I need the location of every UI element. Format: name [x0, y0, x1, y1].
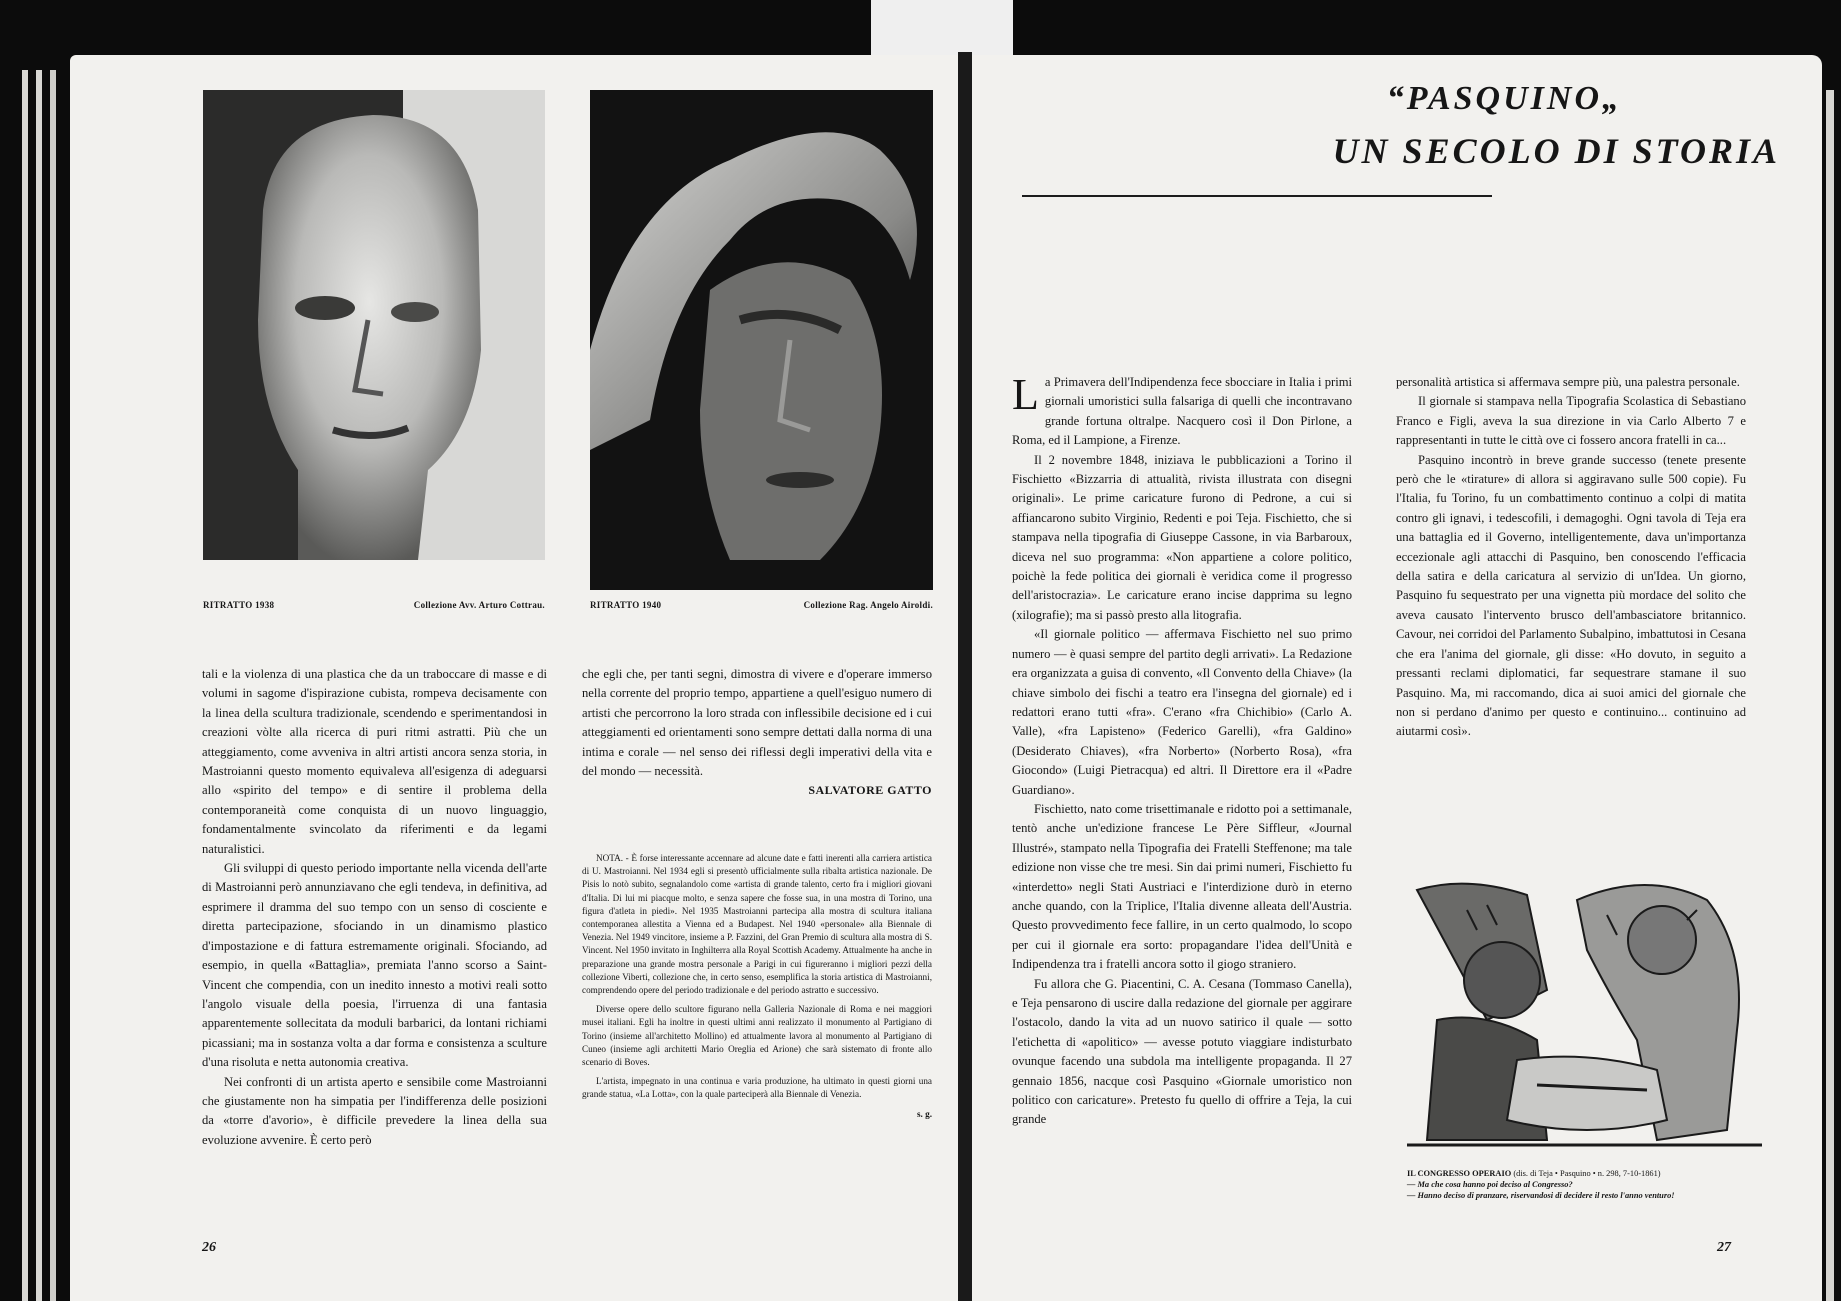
note-paragraph: Diverse opere dello scultore figurano nella Galleria Nazionale di Roma e nei maggiori musei italiani. Egli ha inoltre in questi ultimi anni realizzato il monumento al Partigiano di Torino (insieme all'architetto Mollino) ed attualmente lavora al monumento al Partigiano di Cuneo (insieme agli architetti Mario Oreglia ed Arione) che sarà sistemato di fronte allo scenario di Boves. [582, 1004, 932, 1068]
title-line-2: UN SECOLO DI STORIA [1332, 131, 1780, 171]
article-column-2 [1396, 373, 1746, 742]
sculpture-photo-1940 [590, 90, 933, 590]
article-column-1 [1012, 370, 1352, 1130]
page-edge [22, 70, 28, 1301]
paragraph: Fu allora che G. Piacentini, C. A. Cesana (Tommaso Canella), e Teja pensarono di uscire dalla redazione del giornale per aggirare l'ostacolo, dando la vita ad un nuovo satirico il quale — sotto l'etichetta di «apolitico» — avesse potuto viaggiare indisturbato ovunque facendo una subdola ma intelligente propaganda. Il 27 gennaio 1856, nacque così Pasquino «Giornale umoristico non politico con caricature». Pretesto fu quello di offrire a Teja, la cui grande [1012, 976, 1352, 1127]
drop-cap: L [1012, 370, 1039, 419]
cartoon-caption-title: IL CONGRESSO OPERAIO [1407, 1169, 1512, 1178]
title-rule [1022, 195, 1492, 197]
note-box [582, 852, 932, 1121]
page-edge [1826, 90, 1834, 1301]
page-edge [50, 70, 56, 1301]
sculpture-photo-1938 [203, 90, 545, 560]
photo-collection: Collezione Rag. Angelo Airoldi. [803, 600, 933, 610]
paragraph-text: a Primavera dell'Indipendenza fece sbocciare in Italia i primi giornali umoristici sulla falsariga di quelli che incontravano grande fortuna oltralpe. Nacquero così il Don Pirlone, a Roma, ed il Lampione, a Firenze. [1012, 375, 1352, 448]
paragraph: Gli sviluppi di questo periodo importante nella vicenda dell'arte di Mastroianni però annunziavano che egli tendeva, in definitiva, ad esprimere il dramma del suo tempo con un senso di cosciente e diretta partecipazione, sfociando in un dinamismo plastico d'impostazione e di fattura estremamente originali. Sfociando, ad esempio, in quella «Battaglia», premiata l'anno scorso a Saint-Vincent che compendia, con un inedito innesto a motivi reali sotto l'angolo visuale della poesia, l'irruenza di una fantasia apparentemente sollecitata da moduli barbarici, da lontani richiami picassiani; ma in sostanza volta a dar forma e consistenza a sculture d'una risoluta e netta autonomia creativa. [202, 861, 547, 1070]
paragraph: Il 2 novembre 1848, iniziava le pubblicazioni a Torino il Fischietto «Bizzarria di attualità, rivista illustrata con disegni originali». Le prime caricature furono di Pedrone, a cui si affiancarono subito Virginio, Redenti e poi Teja. Fischietto, che si stampava nella tipografia di Giuseppe Cassone, in via Barbaroux, diceva nel suo programma: «Non appartiene a colore politico, poichè la fede politica dei giornali è veridica come il progresso dell'aristocrazia». Le caricature erano incise dapprima su legno (xilografie); ma si passò presto alla litografia. [1012, 452, 1352, 622]
article-column-2 [582, 665, 932, 801]
note-paragraph: NOTA. - È forse interessante accennare ad alcune date e fatti inerenti alla carriera artistica di U. Mastroianni. Nel 1934 egli si presentò ufficialmente sulla ribalta artistica nazionale. De Pisis lo notò subito, segnalandolo come «artista di grande talento, certo fra i migliori giovani d'Italia. Di lui mi piacque molto, e senza sapere che fosse sua, in una mostra di Torino, una figura d'atleta in piedi». Nel 1935 Mastroianni partecipa alla mostra di scultura italiana contemporanea allestita a Vienna ed a Budapest. Nel 1940 «personale» alla Biennale di Venezia. Nel 1949 vincitore, insieme a P. Fazzini, del Gran Premio di scultura alla mostra di S. Vincent. Nel 1950 invitato in Inghilterra alla Royal Scottish Academy. Attualmente ha anche in preparazione una grande mostra personale a Parigi in cui figureranno i migliori pezzi della collezione Viberti, collezione che, in certo senso, esemplifica la storia artistica di Mastroianni, comprendendo opere del periodo tradizionale e del periodo astratto e successivo. [582, 853, 932, 996]
paragraph: che egli che, per tanti segni, dimostra di vivere e d'operare immerso nella corrente del proprio tempo, appartiene a quell'esiguo numero di artisti che percorrono la loro strada con inflessibile decisione ed i cui atteggiamenti ed orientamenti sono sempre dettati dalla norma di una intima e corale — nel senso dei riflessi degli imperativi della vita e del mondo — necessità. [582, 667, 932, 779]
cartoon-caption [1407, 1168, 1787, 1201]
page-number: 27 [1717, 1240, 1731, 1255]
photo-collection: Collezione Avv. Arturo Cottrau. [413, 600, 545, 610]
paragraph: personalità artistica si affermava sempre più, una palestra personale. [1396, 375, 1740, 389]
note-signature: s. g. [916, 1108, 932, 1119]
paragraph: «Il giornale politico — affermava Fischietto nel suo primo numero — è quasi sempre del partito degli arrivati». La Redazione era organizzata a guisa di convento, «Il Convento della Chiave» (la chiave simbolo dei fischi a teatro era l'insegna del giornale) ed i redattori erano tutti «fra». C'erano «fra Chichibio» (Carlo A. Valle), «fra Lapisteno» (Federico Garelli), «fra Galdino» (Desiderato Chiaves), «fra Norberto» (Norberto Rosa), «fra Giocondo» (Luigi Pietracqua) ed altri. Il Direttore era il «Padre Guardiano». [1012, 627, 1352, 797]
cartoon-illustration [1407, 870, 1762, 1160]
cartoon-caption-question: — Ma che cosa hanno poi deciso al Congresso? [1407, 1180, 1573, 1189]
author-signature: SALVATORE GATTO [808, 783, 932, 798]
photo-caption: RITRATTO 1940 [590, 600, 662, 610]
article-column-1 [202, 665, 547, 1150]
paragraph-lead [1012, 370, 1352, 451]
paragraph: Il giornale si stampava nella Tipografia Scolastica di Sebastiano Franco e Figli, aveva la sua direzione in via Carlo Alberto 7 e rappresentanti in tutte le città ove ci fossero ancora fratelli in ca... [1396, 394, 1746, 448]
left-page [70, 55, 958, 1301]
cartoon-caption-source: (dis. di Teja • Pasquino • n. 298, 7-10-1861) [1513, 1169, 1661, 1178]
background-light-patch [871, 0, 1013, 58]
note-paragraph: L'artista, impegnato in una continua e varia produzione, ha ultimato in questi giorni una grande statua, «La Lotta», con la quale parteciperà alla Biennale di Venezia. [582, 1076, 932, 1100]
photo-caption: RITRATTO 1938 [203, 600, 275, 610]
paragraph: Pasquino incontrò in breve grande successo (tenete presente però che le «tirature» di allora si aggiravano sulle 500 copie). Fu l'Italia, fu Torino, fu un combattimento continuo a colpi di matita contro gli ignavi, i tedescofili, i demagoghi. Ogni tavola di Teja era una battaglia ed il Governo, intelligentemente, dava un'importanza eccezionale agli attacchi di Pasquino, ben conoscendo l'efficacia della satira e della caricatura al servizio di un'Idea. Un giorno, Pasquino fu sequestrato per una vignetta più mordace del solito che aveva causato l'intervento brusco dell'ambasciatore britannico. Cavour, nei corridoi del Parlamento Subalpino, imbattutosi in Cesana che era l'anima del giornale, gli disse: «Ho dovuto, in seguito a pressanti reclami diplomatici, far sequestrare stamane il suo Pasquino. Ma, mi raccomando, dica ai suoi amici del giornale che non si perdano d'animo per questo e continuino... continuino ad aiutarmi così». [1396, 452, 1746, 739]
page-number: 26 [202, 1240, 216, 1255]
paragraph: Nei confronti di un artista aperto e sensibile come Mastroianni che giustamente non ha simpatia per l'indifferenza delle posizioni da «torre d'avorio», è difficile prevedere la linea della sua evoluzione avvenire. È certo però [202, 1074, 547, 1147]
cartoon-caption-answer: — Hanno deciso di pranzare, riservandosi di decidere il resto l'anno venturo! [1407, 1191, 1675, 1200]
page-edge [36, 70, 42, 1301]
paragraph: Fischietto, nato come trisettimanale e ridotto poi a settimanale, tentò anche un'edizione francese Le Père Siffleur, «Journal Illustré», stampato nella Tipografia dei Fratelli Steffenone; ma tale edizione non visse che tre mesi. Sin dai primi numeri, Fischietto fu «interdetto» negli Stati Austriaci e l'interdizione durò in eterno anche quando, con la Triplice, l'Italia divenne alleata dell'Austria. Questo provvedimento fece fallire, in un certo qualmodo, lo scopo per cui il giornale era sorto: propagandare l'idea dell'Unità e Indipendenza tra i fratelli ancora sotto il giogo straniero. [1012, 801, 1352, 972]
book-spine [958, 52, 972, 1301]
title-line-1: “PASQUINO„ [1386, 80, 1622, 117]
paragraph: tali e la violenza di una plastica che da un traboccare di masse e di volumi in sagome d'ispirazione cubista, rompeva decisamente con la linea della scultura tradizionale, scendendo e sperimentandosi in creazioni vòlte alla ricerca di puri ritmi astratti. Più che un atteggiamento, come avveniva in altri artisti ancora senza storia, in Mastroianni questo momento equivaleva all'esigenza di adeguarsi allo «spirito del tempo» e di sentire il problema della contemporaneità come conquista di un nuovo linguaggio, fondamentalmente svincolato da riferimenti e da legami naturalistici. [202, 667, 547, 856]
